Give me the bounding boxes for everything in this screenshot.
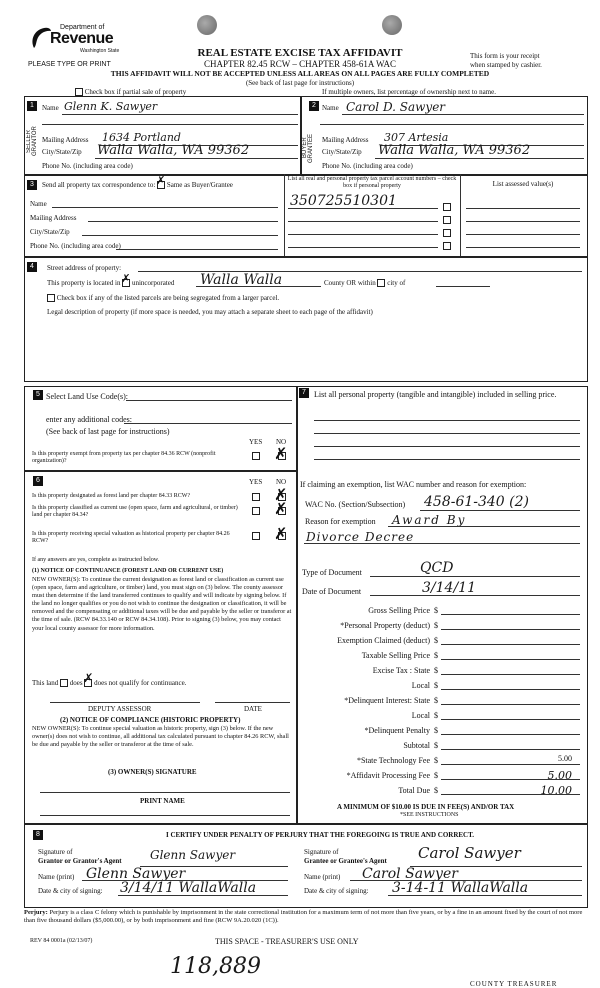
section-5-number: 5: [33, 390, 43, 400]
form-warning: THIS AFFIDAVIT WILL NOT BE ACCEPTED UNLESS ALL AREAS ON ALL PAGES ARE FULLY COMPLETED: [110, 69, 490, 78]
forest-yes-checkbox[interactable]: [252, 493, 260, 501]
s3-phone-label: Phone No. (including area code): [30, 242, 121, 250]
fee-value[interactable]: 5.00: [558, 754, 572, 763]
send-correspondence-label: Send all property tax correspondence to: ✗ Same as Buyer/Grantee: [42, 175, 233, 189]
s3-city-label: City/State/Zip: [30, 228, 70, 236]
if-yes-note: If any answers are yes, complete as instructed below.: [32, 557, 160, 563]
historic-no-mark-icon: ✗: [274, 526, 288, 543]
parcel-4-checkbox[interactable]: [443, 242, 451, 250]
county-name[interactable]: Walla Walla: [200, 272, 283, 288]
forest-no-mark-icon: ✗: [274, 487, 288, 504]
fee-label: Total Due: [398, 786, 430, 795]
fee-label: Excise Tax : State: [372, 666, 430, 675]
grantee-print-label: Name (print): [304, 873, 341, 881]
punch-hole-left: [197, 15, 217, 35]
s6-yes-header: YES: [249, 478, 263, 486]
historic-yes-checkbox[interactable]: [252, 532, 260, 540]
dollar-sign: $: [434, 651, 438, 660]
dollar-sign: $: [434, 786, 438, 795]
segregated-row: Check box if any of the listed parcels are being segregated from a larger parcel.: [47, 294, 279, 302]
legal-description-label: Legal description of property (if more space is needed, you may attach a separate sheet to each page of the affidavit): [47, 308, 373, 316]
unincorporated-checkbox[interactable]: [121, 273, 131, 287]
section-1-number: 1: [27, 101, 37, 111]
form-see-back: (See back of last page for instructions): [245, 79, 355, 87]
checkmark-icon: ✗: [121, 273, 131, 286]
see-instructions-note: *SEE INSTRUCTIONS: [400, 812, 459, 818]
notice-compliance-title: (2) NOTICE OF COMPLIANCE (HISTORIC PROPERTY): [60, 716, 241, 724]
checkmark-icon: ✗: [83, 671, 94, 686]
current-use-no-mark-icon: ✗: [274, 501, 288, 518]
assessor-date-label: DATE: [244, 705, 262, 713]
fee-label: *State Technology Fee: [356, 756, 430, 765]
select-land-use-label: Select Land Use Code(s):: [46, 392, 128, 401]
revenue-logo: [30, 24, 120, 60]
grantor-sig-label-2: Grantor or Grantor's Agent: [38, 857, 122, 865]
grantor-sig-label-1: Signature of: [38, 848, 73, 856]
print-name-label: PRINT NAME: [140, 797, 185, 805]
exempt-no-mark-icon: ✗: [274, 446, 288, 463]
punch-hole-right: [382, 15, 402, 35]
form-title: REAL ESTATE EXCISE TAX AFFIDAVIT: [197, 47, 403, 59]
wac-value[interactable]: 458-61-340 (2): [424, 494, 529, 510]
wac-label: WAC No. (Section/Subsection): [305, 500, 406, 509]
seller-phone-label: Phone No. (including area code): [42, 162, 133, 170]
logo-state-line: Washington State: [80, 48, 120, 54]
seller-city[interactable]: Walla Walla, WA 99362: [97, 143, 250, 158]
fee-label: *Affidavit Processing Fee: [346, 771, 430, 780]
notice-continuance-text: NEW OWNER(S): To continue the current designation as forest land or classification as current use (open space, farm and agriculture, or timber) land, you must sign on (3) below. The county assessor must then determine if the land transferred continues to qualify and will indicate by signing below. If the land no longer qualifies or you do not wish to continue the designation or classification, it will be removed and the compensating or additional taxes will be due and payable by the seller or transferor at the time of sale. (RCW 84.33.140 or RCW 84.34.108). Prior to signing (3) below, you may contact your local county assessor for more information.: [32, 576, 292, 632]
grantor-print-name[interactable]: Glenn Sawyer: [86, 866, 186, 882]
grantor-signature[interactable]: Glenn Sawyer: [150, 848, 236, 862]
current-use-question: Is this property classified as current use (open space, farm and agricultural, or timber) land per chapter 84.34?: [32, 505, 238, 518]
same-as-buyer-checkbox[interactable]: [156, 175, 166, 189]
does-not-checkbox[interactable]: [83, 671, 94, 687]
buyer-city-label: City/State/Zip: [322, 148, 362, 156]
rev-number: REV 84 0001a (02/13/07): [30, 938, 93, 944]
dollar-sign: $: [434, 696, 438, 705]
fee-label: Local: [411, 681, 430, 690]
doc-date-label: Date of Document: [302, 587, 362, 596]
grantee-sig-label-1: Signature of: [304, 848, 339, 856]
s3-name-label: Name: [30, 200, 47, 208]
seller-mail[interactable]: 1634 Portland: [102, 131, 181, 144]
dollar-sign: $: [434, 711, 438, 720]
minimum-due-note: A MINIMUM OF $10.00 IS DUE IN FEE(S) AND/OR TAX: [337, 803, 515, 811]
reason-line-2[interactable]: Divorce Decree: [306, 530, 415, 544]
dollar-sign: $: [434, 726, 438, 735]
seller-name-label: Name: [42, 104, 59, 112]
buyer-mail[interactable]: 307 Artesia: [384, 131, 449, 144]
grantor-date-city[interactable]: 3/14/11 WallaWalla: [120, 880, 257, 896]
fee-label: *Personal Property (deduct): [340, 621, 430, 630]
dollar-sign: $: [434, 606, 438, 615]
forest-land-question: Is this property designated as forest land per chapter 84.33 RCW?: [32, 493, 191, 499]
checkmark-icon: ✗: [156, 175, 166, 188]
s3-mail-label: Mailing Address: [30, 214, 77, 222]
logo-word: Revenue: [50, 30, 114, 47]
fee-value[interactable]: 5.00: [547, 769, 572, 782]
seller-city-label: City/State/Zip: [42, 148, 82, 156]
grantor-print-label: Name (print): [38, 873, 75, 881]
dollar-sign: $: [434, 621, 438, 630]
fee-value[interactable]: 10.00: [540, 784, 572, 797]
exempt-yes-checkbox[interactable]: [252, 452, 260, 460]
fee-label: *Delinquent Penalty: [364, 726, 430, 735]
section-2-number: 2: [309, 101, 319, 111]
fee-label: Subtotal: [403, 741, 430, 750]
parcel-1-checkbox[interactable]: [443, 203, 451, 211]
receipt-line-2: when stamped by cashier.: [470, 61, 542, 69]
additional-codes-label: enter any additional codes:: [46, 415, 132, 424]
dollar-sign: $: [434, 741, 438, 750]
segregated-checkbox[interactable]: [47, 294, 55, 302]
certify-statement: I CERTIFY UNDER PENALTY OF PERJURY THAT THE FOREGOING IS TRUE AND CORRECT.: [165, 831, 474, 839]
current-use-yes-checkbox[interactable]: [252, 507, 260, 515]
does-checkbox[interactable]: [60, 679, 68, 687]
reason-line-1[interactable]: Award By: [392, 513, 467, 527]
parcel-2-checkbox[interactable]: [443, 216, 451, 224]
s5-no-header: NO: [276, 438, 287, 446]
logo-dept-line: Department of: [60, 24, 105, 31]
multiple-owners-note: If multiple owners, list percentage of ownership next to name.: [322, 88, 496, 96]
parcel-3-checkbox[interactable]: [443, 229, 451, 237]
assessed-header: List assessed value(s): [492, 180, 554, 188]
dollar-sign: $: [434, 681, 438, 690]
buyer-name[interactable]: Carol D. Sawyer: [346, 100, 446, 114]
city-checkbox[interactable]: [377, 279, 385, 287]
section-4-property: [24, 256, 588, 382]
perjury-notice: Perjury: Perjury is a class C felony which is punishable by imprisonment in the state correctional institution for a maximum term of not more than five years, or by a fine in an amount fixed by the court of not more than five thousand dollars ($5,000.00), or by both imprisonment and fine (RCW 9A.20.020 (1C)).: [24, 909, 583, 924]
buyer-mail-label: Mailing Address: [322, 136, 369, 144]
grantor-date-label: Date & city of signing:: [38, 887, 103, 895]
grantee-print-name[interactable]: Carol Sawyer: [362, 866, 458, 882]
seller-name[interactable]: Glenn K. Sawyer: [64, 100, 158, 113]
buyer-side-label: BUYER GRANTEE: [302, 133, 314, 163]
dollar-sign: $: [434, 756, 438, 765]
buyer-city[interactable]: Walla Walla, WA 99362: [378, 143, 531, 158]
deputy-assessor-label: DEPUTY ASSESSOR: [88, 705, 152, 713]
treasurer-number: 118,889: [170, 954, 261, 979]
section-3-number: 3: [27, 180, 37, 190]
s5-see-back: (See back of last page for instructions): [46, 427, 170, 436]
dollar-sign: $: [434, 666, 438, 675]
s5-yes-header: YES: [249, 438, 263, 446]
s6-no-header: NO: [276, 478, 287, 486]
section-7-number: 7: [299, 388, 309, 398]
buyer-name-label: Name: [322, 104, 339, 112]
grantee-sig-label-2: Grantee or Grantee's Agent: [304, 857, 387, 865]
partial-sale-label: Check box if partial sale of property: [84, 88, 187, 96]
section-4-number: 4: [27, 262, 37, 272]
county-or-within: County OR within city of: [324, 279, 406, 287]
grantee-date-city[interactable]: 3-14-11 WallaWalla: [392, 880, 529, 896]
grantee-date-label: Date & city of signing:: [304, 887, 369, 895]
doc-type-label: Type of Document: [302, 568, 362, 577]
exempt-question: Is this property exempt from property tax per chapter 84.36 RCW (nonprofit organization)?: [32, 451, 216, 464]
dollar-sign: $: [434, 771, 438, 780]
seller-side-label: SELLER GRANTOR: [26, 126, 38, 156]
parcel-header: List all real and personal property tax parcel account numbers – check box if personal property: [287, 176, 457, 189]
personal-property-label: List all personal property (tangible and intangible) included in selling price.: [314, 390, 557, 399]
fee-label: Taxable Selling Price: [361, 651, 430, 660]
fee-label: Local: [411, 711, 430, 720]
seller-mail-label: Mailing Address: [42, 136, 89, 144]
section-6-number: 6: [33, 476, 43, 486]
notice-compliance-text: NEW OWNER(S): To continue special valuation as historic property, sign (3) below. If the new owner(s) does not wish to continue, all additional tax calculated pursuant to chapter 84.26 RCW, shall be due and payable by the seller or transferor at the time of sale.: [32, 725, 289, 749]
receipt-line-1: This form is your receipt: [470, 52, 540, 60]
exemption-header: If claiming an exemption, list WAC number and reason for exemption:: [300, 480, 527, 489]
doc-date-value[interactable]: 3/14/11: [422, 580, 476, 596]
this-land-row: This land does ✗ does not qualify for continuance.: [32, 671, 187, 687]
reason-label: Reason for exemption: [305, 517, 376, 526]
dollar-sign: $: [434, 636, 438, 645]
section-8-number: 8: [33, 830, 43, 840]
grantee-signature[interactable]: Carol Sawyer: [418, 844, 521, 862]
owner-signature-label: (3) OWNER(S) SIGNATURE: [108, 768, 197, 776]
form-chapter: CHAPTER 82.45 RCW – CHAPTER 458-61A WAC: [204, 59, 396, 69]
treasurer-use-label: THIS SPACE - TREASURER'S USE ONLY: [215, 937, 359, 946]
buyer-phone-label: Phone No. (including area code): [322, 162, 413, 170]
fee-label: Gross Selling Price: [368, 606, 430, 615]
county-treasurer-label: COUNTY TREASURER: [470, 980, 558, 988]
fee-label: *Delinquent Interest: State: [344, 696, 430, 705]
located-row: This property is located in ✗ unincorporated: [47, 273, 175, 287]
historic-question: Is this property receiving special valuation as historical property per chapter 84.26 RCW?: [32, 531, 230, 544]
fee-label: Exemption Claimed (deduct): [337, 636, 430, 645]
notice-continuance-title: (1) NOTICE OF CONTINUANCE (FOREST LAND OR CURRENT USE): [32, 568, 224, 574]
parcel-number[interactable]: 350725510301: [290, 193, 397, 209]
doc-type-value[interactable]: QCD: [420, 560, 454, 576]
personal-property-checkboxes: [443, 200, 451, 252]
street-address-label: Street address of property:: [47, 264, 122, 272]
logo-swoosh-icon: [30, 26, 52, 50]
print-instruction: PLEASE TYPE OR PRINT: [28, 61, 111, 68]
